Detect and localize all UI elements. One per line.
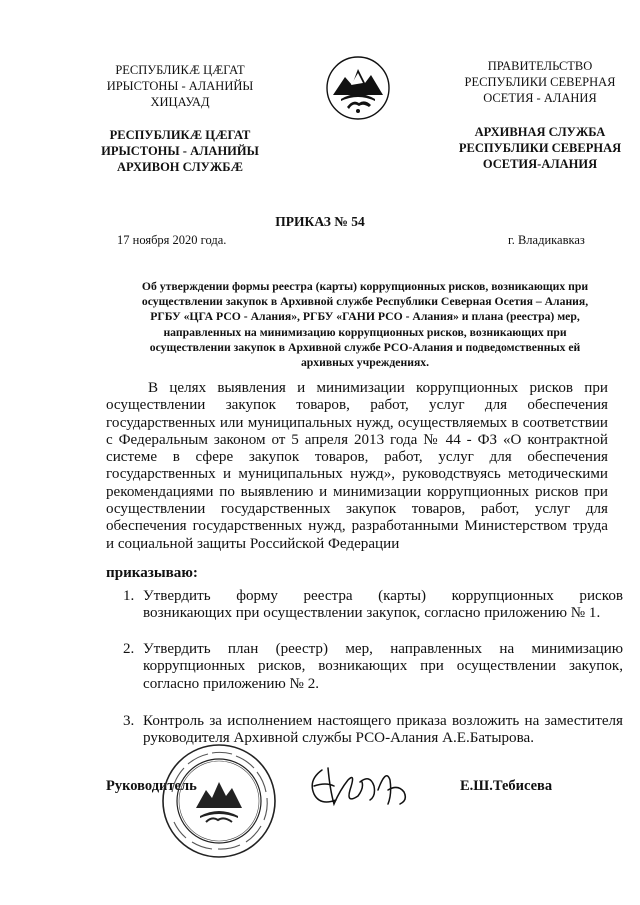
body-line: рекомендациями по выявлению и минимизации коррупционных рисков при <box>106 483 608 500</box>
subject-line: архивных учреждениях. <box>300 356 430 370</box>
body-line: В целях выявления и минимизации коррупционных рисков при <box>148 380 608 396</box>
body-line: осуществлении государственных закупок товаров, работ, услуг для <box>106 501 608 518</box>
body-line: государственных или муниципальных нужд, осуществляемых в соответствии <box>106 414 608 431</box>
item-text <box>143 641 623 693</box>
body-line: обеспечения государственных нужд, разработанными Министерством труда <box>106 518 608 535</box>
preamble-paragraph <box>106 380 608 553</box>
subject-line: РГБУ «ЦГА РСО - Алания», РГБУ «ГАНИ РСО - Алания» и плана (реестра) мер, <box>150 310 580 324</box>
subject-line: осуществлении закупок в Архивной службе РСО-Алания и подведомственных ей <box>149 340 581 354</box>
order-date: 17 ноября 2020 года. <box>117 233 227 247</box>
item-line: руководителя Архивной службы РСО-Алания А.Е.Батырова. <box>143 730 534 747</box>
item-line: Утвердить форму реестра (карты) коррупционных рисков <box>143 588 623 604</box>
header-right-government <box>450 58 630 106</box>
signer-title: Руководитель <box>106 778 197 794</box>
order-item <box>123 641 623 701</box>
header-right-line: РЕСПУБЛИКИ СЕВЕРНАЯ <box>464 75 616 89</box>
subject-line: осуществлении закупок в Архивной службе Республики Северная Осетия – Алания, <box>141 295 589 309</box>
order-city: г. Владикавказ <box>508 233 585 247</box>
header-right-line: АРХИВНАЯ СЛУЖБА <box>474 125 606 139</box>
header-left-archive-service <box>100 127 260 175</box>
body-line: системе в сфере закупок товаров, работ, услуг для обеспечения <box>106 449 608 466</box>
item-number: 1. <box>123 588 135 604</box>
order-item <box>123 588 623 628</box>
body-line: с Федеральным законом от 5 апреля 2013 года № 44 - ФЗ «О контрактной <box>106 431 608 448</box>
item-line: Утвердить план (реестр) мер, направленных на минимизацию <box>143 641 623 657</box>
item-line: коррупционных рисков, возникающих при осуществлении закупок, <box>143 658 623 675</box>
item-line: согласно приложению № 2. <box>143 675 320 692</box>
header-left-government <box>100 62 260 110</box>
item-number: 2. <box>123 641 135 657</box>
body-line: осуществлении закупок товаров, работ, услуг для обеспечения <box>106 397 608 414</box>
order-subject <box>100 279 630 370</box>
header-left-line: РЕСПУБЛИКÆ ЦÆГАТ <box>115 63 245 77</box>
coat-of-arms-emblem <box>325 55 391 121</box>
header-left-line: ИРЫСТОНЫ - АЛАНИЙЫ <box>106 79 254 93</box>
header-right-line: РЕСПУБЛИКИ СЕВЕРНАЯ <box>458 141 622 155</box>
header-left-line: ИРЫСТОНЫ - АЛАНИЙЫ <box>101 144 259 158</box>
header-right-line: ОСЕТИЯ-АЛАНИЯ <box>482 157 598 171</box>
header-right-line: ПРАВИТЕЛЬСТВО <box>487 59 593 73</box>
header-right-archive-service <box>450 124 630 172</box>
item-line: возникающих при осуществлении закупок, согласно приложению № 1. <box>143 605 601 622</box>
order-title: ПРИКАЗ № 54 <box>275 214 365 229</box>
header-left-line: ХИЦАУАД <box>150 95 210 109</box>
header-left-line: АРХИВОН СЛУЖБÆ <box>117 160 243 174</box>
signer-name: Е.Ш.Тебисева <box>460 778 553 794</box>
resolution-word: приказываю: <box>106 565 198 581</box>
header-right-line: ОСЕТИЯ - АЛАНИЯ <box>483 91 597 105</box>
official-seal-stamp <box>160 742 278 860</box>
item-line: Контроль за исполнением настоящего приказа возложить на заместителя <box>143 713 623 729</box>
item-number: 3. <box>123 713 135 729</box>
subject-line: направленных на минимизацию коррупционных рисков, возникающих при <box>163 325 567 339</box>
subject-line: Об утверждении формы реестра (карты) коррупционных рисков, возникающих при <box>141 280 589 293</box>
body-line: государственных и муниципальных нужд», руководствуясь методическими <box>106 466 608 483</box>
handwritten-signature <box>300 760 425 815</box>
item-text <box>143 588 623 623</box>
body-line: и социальной защиты Российской Федерации <box>106 535 400 552</box>
header-left-line: РЕСПУБЛИКÆ ЦÆГАТ <box>109 128 251 142</box>
